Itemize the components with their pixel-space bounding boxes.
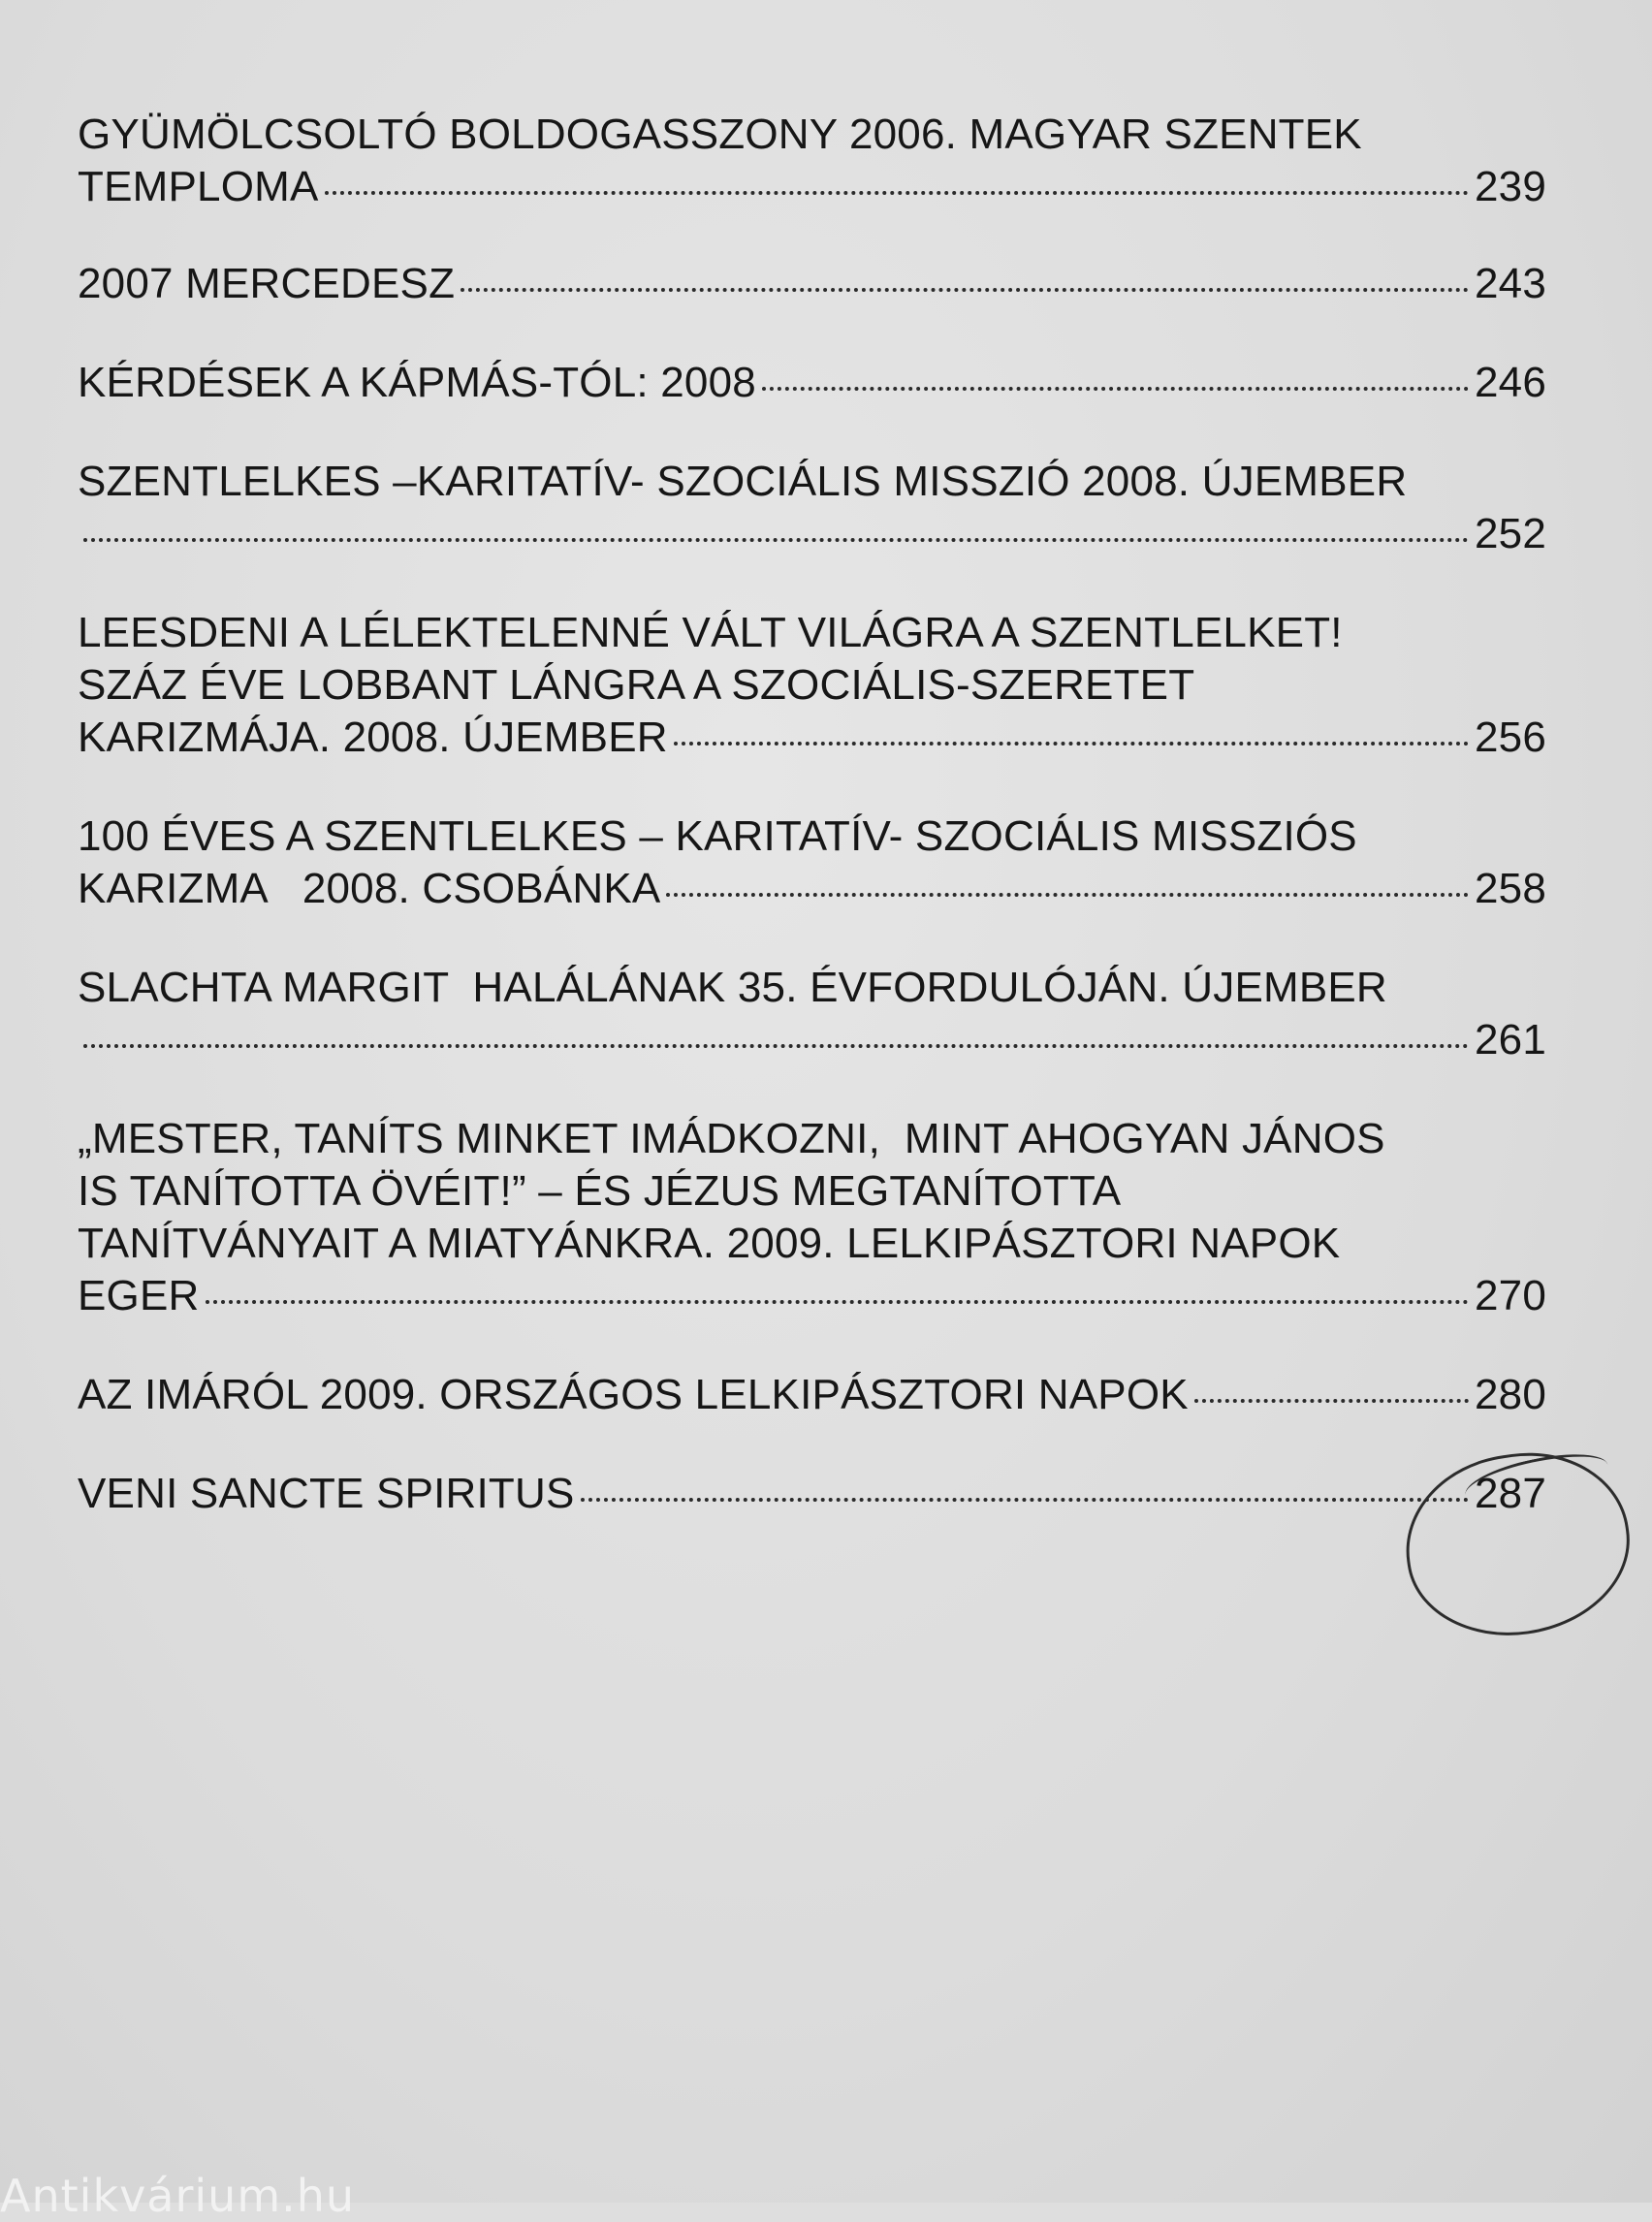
toc-entry bbox=[78, 810, 1546, 915]
toc-entry-line: SZÁZ ÉVE LOBBANT LÁNGRA A SZOCIÁLIS-SZERETET bbox=[78, 661, 1195, 709]
toc-entry-last-line bbox=[78, 1369, 1546, 1421]
toc-entry-last-line bbox=[78, 508, 1546, 560]
toc-page-number: 280 bbox=[1474, 1371, 1546, 1418]
toc-entry-line: „MESTER, TANÍTS MINKET IMÁDKOZNI, MINT AHOGYAN JÁNOS bbox=[78, 1115, 1385, 1162]
toc-entry bbox=[78, 1369, 1546, 1421]
toc-entry-line: IS TANÍTOTTA ÖVÉIT!” – ÉS JÉZUS MEGTANÍTOTTA bbox=[78, 1167, 1122, 1215]
toc-page-number: 252 bbox=[1474, 510, 1546, 557]
toc-page-number: 246 bbox=[1474, 359, 1546, 406]
toc-entry-last-line bbox=[78, 1270, 1546, 1322]
toc-entry bbox=[78, 109, 1546, 213]
dot-leader bbox=[674, 742, 1469, 746]
toc-page-number: 258 bbox=[1474, 865, 1546, 912]
toc-entry bbox=[78, 607, 1546, 764]
toc-entry bbox=[78, 456, 1546, 560]
dot-leader bbox=[1194, 1399, 1469, 1403]
toc-entry-line: SZENTLELKES –KARITATÍV- SZOCIÁLIS MISSZIÓ 2008. ÚJEMBER bbox=[78, 458, 1408, 505]
toc-entry-line: 100 ÉVES A SZENTLELKES – KARITATÍV- SZOCIÁLIS MISSZIÓS bbox=[78, 812, 1357, 860]
table-of-contents bbox=[78, 109, 1546, 1520]
dot-leader bbox=[666, 893, 1469, 897]
watermark: Antikvárium.hu bbox=[0, 2170, 356, 2222]
toc-entry-last-line bbox=[78, 357, 1546, 409]
toc-entry-last-line bbox=[78, 161, 1546, 213]
toc-page-number: 287 bbox=[1474, 1470, 1546, 1517]
toc-entry-line: GYÜMÖLCSOLTÓ BOLDOGASSZONY 2006. MAGYAR SZENTEK bbox=[78, 111, 1362, 158]
toc-entry-last-line bbox=[78, 863, 1546, 915]
toc-entry bbox=[78, 1113, 1546, 1322]
toc-entry-line: LEESDENI A LÉLEKTELENNÉ VÁLT VILÁGRA A SZENTLELKET! bbox=[78, 609, 1343, 656]
toc-entry-last-line bbox=[78, 1468, 1546, 1520]
toc-page-number: 261 bbox=[1474, 1016, 1546, 1063]
toc-entry-title: VENI SANCTE SPIRITUS bbox=[78, 1470, 575, 1517]
toc-entry-title: EGER bbox=[78, 1272, 200, 1319]
dot-leader bbox=[83, 538, 1469, 542]
dot-leader bbox=[461, 288, 1469, 292]
toc-entry-last-line bbox=[78, 258, 1546, 310]
toc-page-number: 239 bbox=[1474, 163, 1546, 210]
toc-page-number: 243 bbox=[1474, 260, 1546, 307]
dot-leader bbox=[206, 1300, 1469, 1304]
toc-entry-title: KÉRDÉSEK A KÁPMÁS-TÓL: 2008 bbox=[78, 359, 756, 406]
toc-entry bbox=[78, 258, 1546, 310]
toc-entry-last-line bbox=[78, 712, 1546, 764]
toc-entry-title: KARIZMA 2008. CSOBÁNKA bbox=[78, 865, 661, 912]
dot-leader bbox=[581, 1498, 1469, 1502]
toc-page-number: 270 bbox=[1474, 1272, 1546, 1319]
toc-page-number: 256 bbox=[1474, 714, 1546, 761]
dot-leader bbox=[762, 387, 1469, 391]
toc-entry-last-line bbox=[78, 1014, 1546, 1066]
toc-entry-title: AZ IMÁRÓL 2009. ORSZÁGOS LELKIPÁSZTORI NAPOK bbox=[78, 1371, 1189, 1418]
toc-entry bbox=[78, 962, 1546, 1066]
toc-entry bbox=[78, 1468, 1546, 1520]
dot-leader bbox=[83, 1044, 1469, 1048]
toc-entry-title: TEMPLOMA bbox=[78, 163, 319, 210]
toc-entry-title: 2007 MERCEDESZ bbox=[78, 260, 456, 307]
toc-entry-line: TANÍTVÁNYAIT A MIATYÁNKRA. 2009. LELKIPÁSZTORI NAPOK bbox=[78, 1220, 1341, 1267]
toc-entry-line: SLACHTA MARGIT HALÁLÁNAK 35. ÉVFORDULÓJÁN. ÚJEMBER bbox=[78, 964, 1387, 1011]
toc-entry bbox=[78, 357, 1546, 409]
dot-leader bbox=[325, 191, 1469, 195]
toc-entry-title: KARIZMÁJA. 2008. ÚJEMBER bbox=[78, 714, 668, 761]
